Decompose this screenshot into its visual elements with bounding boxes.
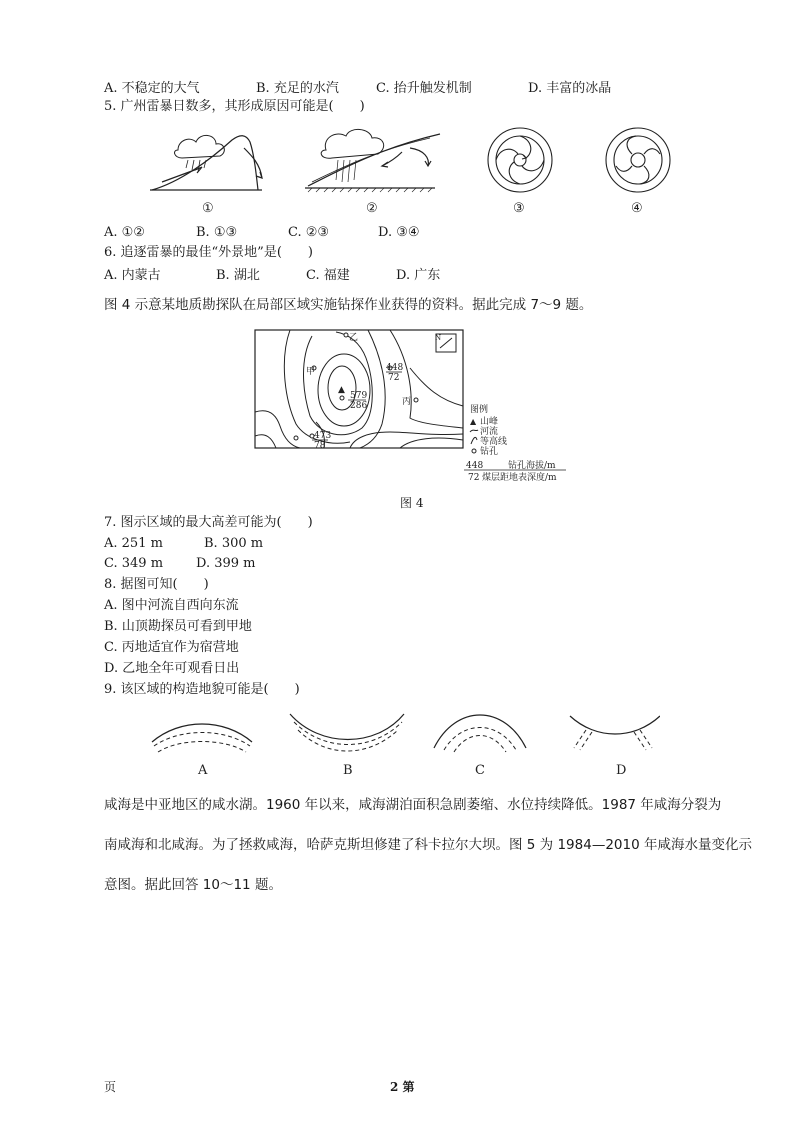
q8-stem: 8. 据图可知( ) xyxy=(104,577,209,592)
passage-line-1: 咸海是中亚地区的咸水湖。1960 年以来，咸海湖泊面积急剧萎缩、水位持续降低。1987 年咸海分裂为 xyxy=(104,797,722,813)
legend-peak: 山峰 xyxy=(480,417,499,427)
q6-stem: 6. 追逐雷暴的最佳“外景地”是( ) xyxy=(104,245,313,260)
q7-option-c: C. 349 m xyxy=(104,556,164,571)
passage-line-3: 意图。据此回答 10～11 题。 xyxy=(104,877,282,893)
legend-title: 图例 xyxy=(470,405,489,415)
legend-river: 河流 xyxy=(480,427,499,437)
q5-figure-4-anticyclone xyxy=(606,128,670,192)
drill-a-depth: 72 xyxy=(388,373,400,383)
q6-option-c: C. 福建 xyxy=(306,268,350,283)
intro-7-9: 图 4 示意某地质勘探队在局部区域实施钻探作业获得的资料。据此完成 7～9 题。 xyxy=(104,297,593,313)
q9-label-d: D xyxy=(616,763,627,778)
q5-option-b: B. ①③ xyxy=(196,225,238,240)
figure-4-caption: 图 4 xyxy=(400,496,424,510)
drill-b-depth: 286 xyxy=(350,401,368,411)
q4-option-b: B. 充足的水汽 xyxy=(256,81,339,96)
drill-c-depth: 78 xyxy=(314,441,326,451)
legend-contour: 等高线 xyxy=(480,437,508,447)
legend-elev-label: 钻孔海拔/m xyxy=(508,461,556,471)
q6-option-b: B. 湖北 xyxy=(216,268,260,283)
q5-figure-2-frontal xyxy=(305,129,440,192)
legend-ex-elev: 448 xyxy=(466,461,484,471)
passage-line-2: 南咸海和北咸海。为了拯救咸海，哈萨克斯坦修建了科卡拉尔大坝。图 5 为 1984—2010 年咸海水量变化示 xyxy=(104,837,752,853)
q5-label-3: ③ xyxy=(513,201,525,216)
contour-lines xyxy=(255,330,463,448)
q8-option-d: D. 乙地全年可观看日出 xyxy=(104,661,240,676)
q9-label-a: A xyxy=(198,763,208,778)
q5-figure-1-orographic xyxy=(150,135,262,190)
q5-stem: 5. 广州雷暴日数多，其形成原因可能是( ) xyxy=(104,99,365,114)
q6-option-d: D. 广东 xyxy=(396,268,441,283)
drill-b-elev: 579 xyxy=(350,391,368,401)
svg-text:▲: ▲ xyxy=(470,417,477,426)
q4-option-a: A. 不稳定的大气 xyxy=(104,81,200,96)
q5-label-2: ② xyxy=(366,201,378,216)
north-label: N xyxy=(435,334,442,342)
q5-figures xyxy=(140,120,700,220)
q9-figures xyxy=(140,708,660,780)
place-yi: 乙 xyxy=(349,333,359,343)
legend-drill: 钻孔 xyxy=(480,447,499,457)
q9-label-b: B xyxy=(343,763,353,778)
q8-option-a: A. 图中河流自西向东流 xyxy=(104,598,239,613)
place-bing: 丙 xyxy=(402,397,412,407)
q4-option-d: D. 丰富的冰晶 xyxy=(528,81,612,96)
q5-figure-3-cyclone xyxy=(488,128,552,192)
legend-depth-label: 煤层距地表深度/m xyxy=(482,473,557,483)
q7-option-d: D. 399 m xyxy=(196,556,256,571)
q5-option-a: A. ①② xyxy=(104,225,145,240)
q9-stem: 9. 该区域的构造地貌可能是( ) xyxy=(104,682,300,697)
place-jia: 甲 xyxy=(306,367,316,377)
figure-4-map xyxy=(250,328,580,488)
q5-label-4: ④ xyxy=(631,201,643,216)
q5-option-c: C. ②③ xyxy=(288,225,330,240)
q7-option-a: A. 251 m xyxy=(104,536,163,551)
drill-c-elev: 473 xyxy=(314,431,332,441)
drill-a-elev: 448 xyxy=(386,363,404,373)
q4-option-c: C. 抬升触发机制 xyxy=(376,81,472,96)
footer-left: 页 xyxy=(104,1080,117,1094)
q9-label-c: C xyxy=(475,763,485,778)
q8-option-b: B. 山顶勘探员可看到甲地 xyxy=(104,619,252,634)
q5-option-d: D. ③④ xyxy=(378,225,420,240)
q7-stem: 7. 图示区域的最大高差可能为( ) xyxy=(104,515,313,530)
q7-option-b: B. 300 m xyxy=(204,536,264,551)
q8-option-c: C. 丙地适宜作为宿营地 xyxy=(104,640,239,655)
footer-page-number: 2 第 xyxy=(390,1080,415,1094)
q5-label-1: ① xyxy=(202,201,214,216)
legend-ex-depth: 72 xyxy=(468,473,480,483)
q6-option-a: A. 内蒙古 xyxy=(104,268,161,283)
svg-text:▲: ▲ xyxy=(338,385,345,395)
